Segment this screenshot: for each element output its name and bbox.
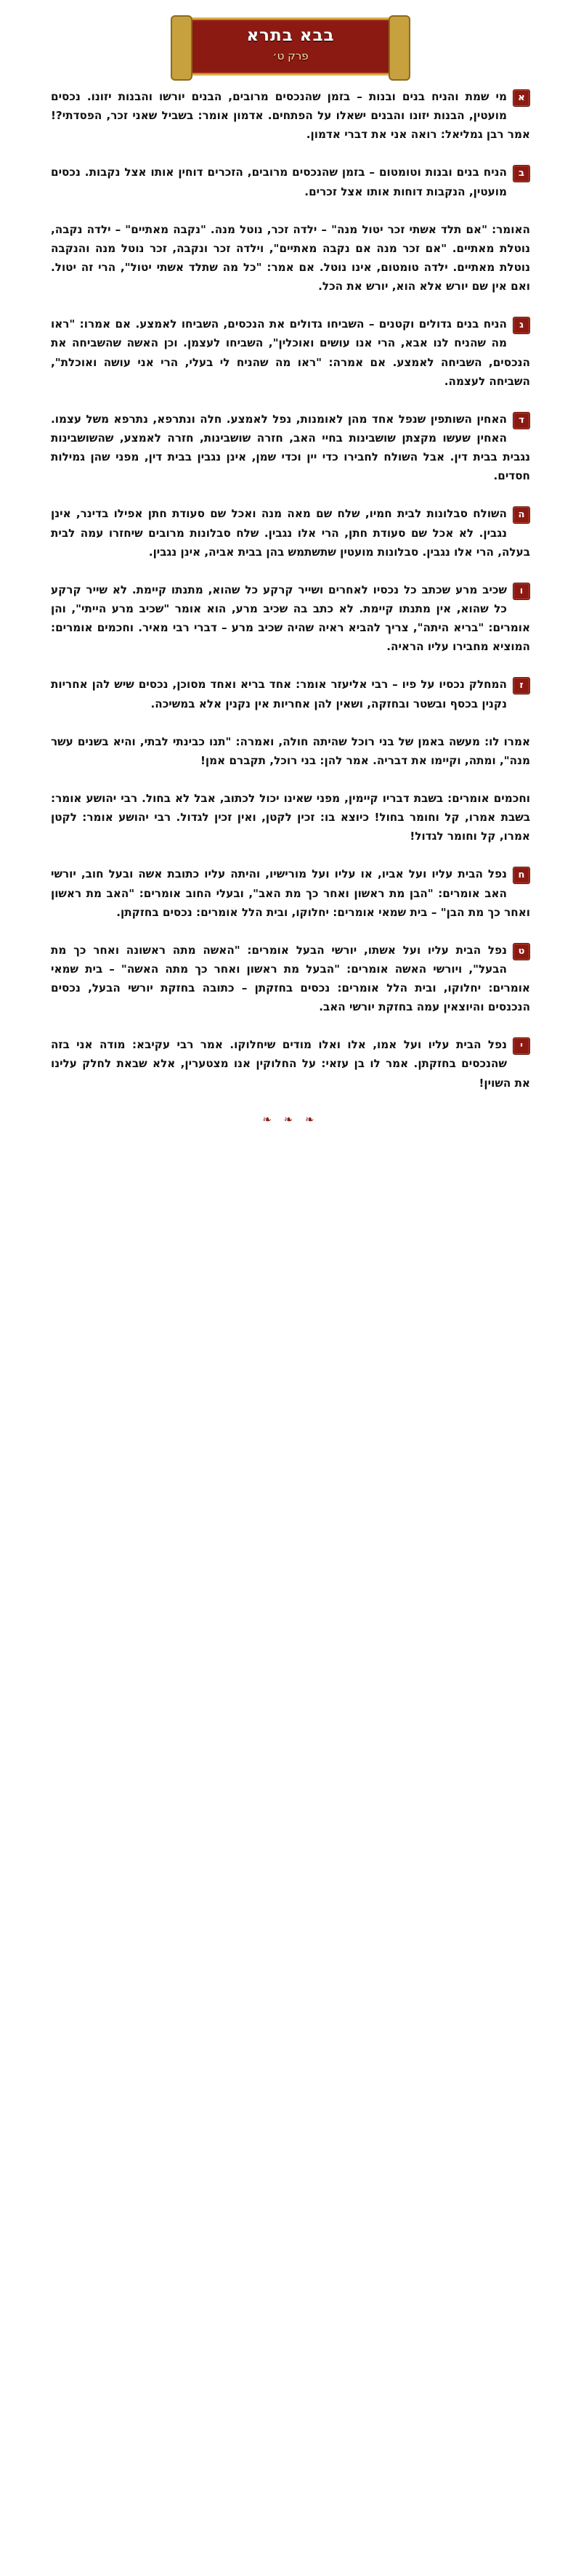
mishnah-block [51, 315, 530, 391]
mishnah-paragraph: אמרו לו: מעשה באמן של בני רוכל שהיתה חולה, ואמרה: "תנו כבינתי לבתי, והיא בשנים עשר מנה", ומתה, וקיימו את דבריה. אמר להן: בני רוכל, תקברם אמן! [51, 734, 530, 767]
mishnah-text: הניח בנים ובנות וטומטום – בזמן שהנכסים מרובים, הזכרים דוחין אותו אצל נקבות. נכסים מועטין, הנקבות דוחות אותו אצל זכרים. [51, 166, 507, 198]
tractate-title: בבא בתרא [246, 26, 335, 46]
mishnah-letter-badge: א [513, 89, 530, 107]
mishnah-letter-badge: ט [513, 943, 530, 960]
mishnah-text: הניח בנים גדולים וקטנים – השביחו גדולים את הנכסים, השביחו לאמצע. אם אמרו: "ראו מה שהניח לנו אבא, הרי אנו עושים ואוכלין", השביחו לעצמן. וכן האשה שהשביחה את הנכסים, השביחה לאמצע. אם אמרה: "ראו מה שהניח לי בעלי, הרי אני עושה ואוכלת", השביחה לעצמה. [51, 317, 530, 388]
mishnah-text: נפל הבית עליו ועל אמו, אלו ואלו מודים שיחלוקו. אמר רבי עקיבא: מודה אני בזה שהנכסים בחזקתן. אמר לו בן עזאי: על החלוקין אנו מצטערין, אלא שבאת לחלק עלינו את השוין! [51, 1038, 530, 1090]
title-banner [182, 13, 399, 76]
mishnah-letter-badge: ד [513, 412, 530, 429]
mishnah-letter-badge: ה [513, 506, 530, 524]
mishnah-text: המחלק נכסיו על פיו – רבי אליעזר אומר: אחד בריא ואחד מסוכן, נכסים שיש להן אחריות נקנין בכסף ובשטר ובחזקה, ושאין להן אחריות אין נקנין אלא במשיכה. [51, 678, 507, 710]
page-header [0, 0, 581, 76]
mishnah-text: נפל הבית עליו ועל אשתו, יורשי הבעל אומרים: "האשה מתה ראשונה ואחר כך מת הבעל", ויורשי האשה אומרים: "הבעל מת ראשון ואחר כך מתה האשה" – בית שמאי אומרים: יחלוקו, ובית הלל אומרים: נכסים בחזקתן – כתובה בחזקת יורשי הבעל, נכסים הנכנסים והיוצאין עמה בחזקת יורשי האב. [51, 943, 530, 1014]
mishnah-block [51, 580, 530, 657]
mishnah-letter-badge: ו [513, 583, 530, 600]
mishnah-text: מי שמת והניח בנים ובנות – בזמן שהנכסים מרובים, הבנים יורשו והבנות יזונו. נכסים מועטין, הבנות יזונו והבנים ישאלו על הפתחים. אדמון אומר: בשביל שאני זכר, הפסדתי?! אמר רבן גמליאל: רואה אני את דברי אדמון. [51, 90, 530, 142]
mishnah-block [51, 941, 530, 1017]
mishnah-letter-badge: ג [513, 317, 530, 334]
mishnah-body [51, 87, 530, 1126]
mishnah-letter-badge: ח [513, 867, 530, 884]
mishnah-text: האחין השותפין שנפל אחד מהן לאומנות, נפל לאמצע. חלה ונתרפא, נתרפא משל עצמו. האחין שעשו מקצתן שושבינות בחיי האב, חזרה שושבינות, חזרה לאמצע, שהשושבינות נגבית בבית דין. אבל השולח לחבירו כדי יין וכדי שמן, אינן נגבין בבית דין, מפני שהן גמילות חסדים. [51, 412, 530, 483]
mishnah-paragraph: האומר: "אם תלד אשתי זכר יטול מנה" – ילדה זכר, נוטל מנה. "נקבה מאתיים" – ילדה נקבה, נוטלת מאתיים. "אם זכר מנה אם נקבה מאתיים", וילדה זכר ונקבה, זכר נוטל מנה והנקבה נוטלת מאתיים. ילדה טומטום, אינו נוטל. אם אמר: "כל מה שתלד אשתי יטול", הרי זה יטול. ואם אין שם יורש אלא הוא, יורש את הכל. [51, 222, 530, 293]
mishnah-block [51, 1035, 530, 1092]
mishnah-block [51, 87, 530, 144]
chapter-subtitle: פרק ט׳ [272, 49, 309, 62]
mishnah-text: השולח סבלונות לבית חמיו, שלח שם מאה מנה ואכל שם סעודת חתן אפילו בדינר, אינן נגבין. לא אכל שם סעודת חתן, הרי אלו נגבין. שלח סבלונות מרובים שיחזרו עמה לבית בעלה, הרי אלו נגבין. סבלונות מועטין שתשתמש בהן בבית אביה, אינן נגבין. [51, 507, 530, 559]
footer-ornament: ❧ ❧ ❧ [262, 1112, 319, 1126]
mishnah-letter-badge: ז [513, 677, 530, 694]
mishnah-letter-badge: י [513, 1037, 530, 1055]
mishnah-block [51, 504, 530, 561]
mishnah-text: שכיב מרע שכתב כל נכסיו לאחרים ושייר קרקע כל שהוא, מתנתו קיימת. לא שייר קרקע כל שהוא, אין מתנתו קיימת. לא כתב בה שכיב מרע, הוא אומר "שכיב מרע הייתי", והן אומרים: "בריא היתה", צריך להביא ראיה שהיה שכיב מרע – דברי רבי מאיר. וחכמים אומרים: המוציא מחבירו עליו הראיה. [51, 583, 530, 654]
mishnah-block [51, 410, 530, 486]
banner-text [246, 25, 334, 63]
mishnah-letter-badge: ב [513, 165, 530, 182]
mishnah-paragraph: וחכמים אומרים: בשבת דבריו קיימין, מפני שאינו יכול לכתוב, אבל לא בחול. רבי יהושע אומר: בשבת אמרו, קל וחומר בחול! כיוצא בו: זכין לקטן, ואין זכין לגדול. רבי יהושע אומר: לקטן אמרו, קל וחומר לגדול! [51, 791, 530, 843]
mishnah-block [51, 163, 530, 201]
mishnah-block [51, 864, 530, 921]
mishnah-block [51, 675, 530, 713]
mishnah-text: נפל הבית עליו ועל אביו, או עליו ועל מורישיו, והיתה עליו כתובת אשה ובעל חוב, יורשי האב אומרים: "הבן מת ראשון ואחר כך מת האב", ובעלי החוב אומרים: "האב מת ראשון ואחר כך מת הבן" – בית שמאי אומרים: יחלוקו, ובית הלל אומרים: נכסים בחזקתן. [51, 867, 530, 919]
